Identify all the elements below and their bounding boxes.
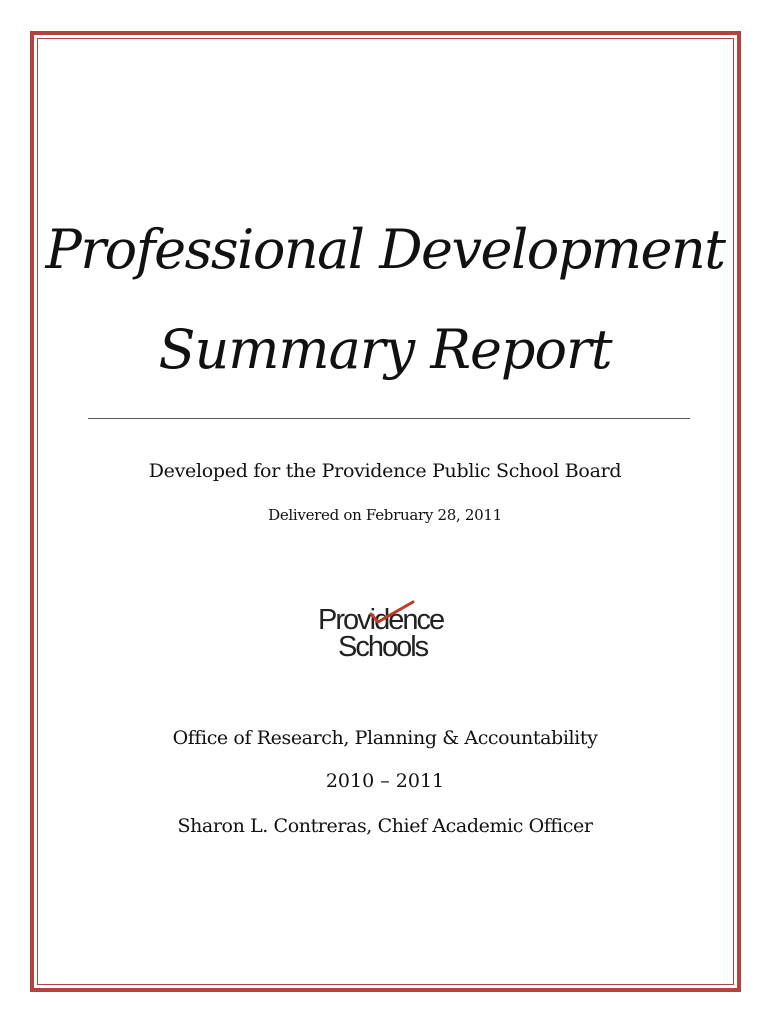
title-line-1: Professional Development [45, 218, 725, 281]
checkmark-icon [369, 600, 415, 624]
office-text: Office of Research, Planning & Accountability [172, 727, 598, 749]
logo-line-2: Schools [338, 631, 428, 663]
providence-schools-logo [317, 598, 457, 664]
delivered-date-text: Delivered on February 28, 2011 [268, 506, 502, 524]
title-line-2: Summary Report [158, 318, 612, 381]
year-range-text: 2010 – 2011 [325, 770, 445, 792]
developed-for-text: Developed for the Providence Public School Board [148, 460, 622, 482]
title-divider [88, 418, 690, 419]
logo-line-1: Providence [318, 604, 444, 636]
officer-text: Sharon L. Contreras, Chief Academic Officer [177, 815, 593, 837]
